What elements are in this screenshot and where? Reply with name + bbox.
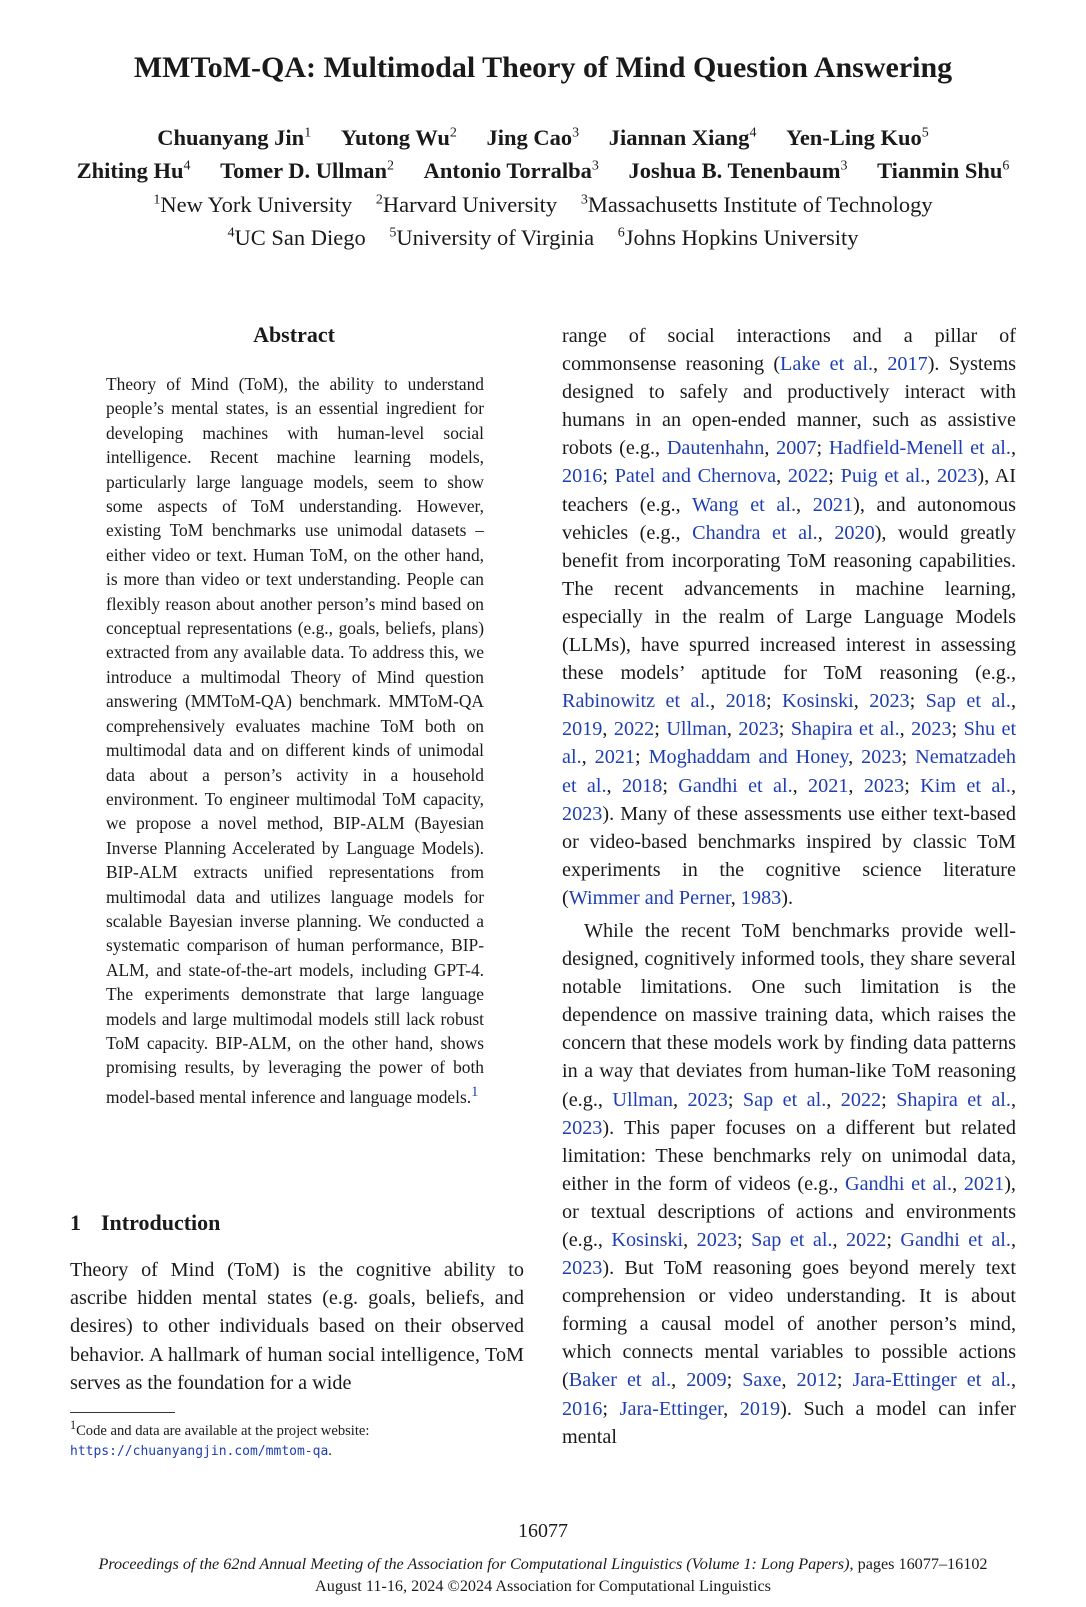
proceedings-pages: , pages 16077–16102: [849, 1555, 988, 1573]
author: Zhiting Hu$^4$: [76, 158, 191, 183]
body-text: ;: [778, 718, 791, 741]
body-text: ,: [1010, 774, 1017, 797]
body-text: While the recent ToM benchmarks provide well-designed, cognitively informed tools, they share several notable limitations. One such limitation is the dependence on massive training data, which raises the concern that these models work by finding data patterns in a way that deviates from human-like ToM reasoning (e.g.,: [562, 919, 1016, 1111]
citation-link[interactable]: Sap et al.: [751, 1229, 833, 1251]
citation-link[interactable]: 2023: [562, 802, 603, 825]
author: Yen-Ling Kuo$^5$: [786, 124, 929, 150]
citation-link[interactable]: 2023: [861, 746, 902, 769]
citation-link[interactable]: Gandhi et al.: [678, 774, 793, 797]
body-text: ,: [683, 1229, 697, 1251]
author: Tianmin Shu$^6$: [877, 158, 1010, 183]
affiliation: $^4$UC San Diego: [227, 225, 366, 250]
citation-link[interactable]: Gandhi et al.: [845, 1172, 953, 1195]
body-text: ,: [1010, 437, 1017, 460]
citation-link[interactable]: Sap et al.: [925, 690, 1011, 713]
author: Joshua B. Tenenbaum$^3$: [628, 158, 848, 183]
citation-link[interactable]: 2022: [787, 465, 829, 488]
citation-link[interactable]: Rabinowitz et al.: [562, 690, 711, 713]
body-text: ,: [817, 521, 835, 544]
citation-link[interactable]: Jara-Ettinger: [619, 1397, 724, 1420]
body-text: ), would greatly benefit from incorporating ToM reasoning capabilities. The recent advancements in machine learning, especially in the realm of Large Language Models (LLMs), have spurred increased interest in assessing these models’ aptitude for ToM reasoning (e.g.,: [562, 521, 1017, 685]
citation-link[interactable]: 2021: [963, 1172, 1005, 1195]
body-text: ), or textual descriptions of actions and environments (e.g.,: [562, 1172, 1016, 1251]
abstract-body: [106, 372, 484, 1109]
body-text: ;: [904, 774, 921, 797]
author: Tomer D. Ullman$^2$: [220, 158, 395, 183]
citation-link[interactable]: Shu et al.: [562, 718, 1017, 769]
citation-link[interactable]: 2023: [936, 465, 978, 488]
footnote-divider: [70, 1412, 175, 1413]
body-text: ,: [792, 774, 809, 797]
proceedings-footer: [0, 1553, 1086, 1597]
section-title: Introduction: [101, 1210, 221, 1235]
citation-link[interactable]: Moghaddam and Honey: [648, 746, 849, 769]
citation-link[interactable]: 2019: [562, 718, 603, 741]
citation-link[interactable]: 1983: [740, 886, 782, 909]
body-text: ). This paper focuses on a different but related limitation: These benchmarks rely on unimodal data, either in the form of videos (e.g.,: [562, 1116, 1016, 1195]
citation-link[interactable]: 2016: [562, 1397, 603, 1420]
paper-title: MMToM-QA: Multimodal Theory of Mind Question Answering: [133, 51, 953, 85]
body-text: ,: [873, 353, 888, 376]
body-text: ;: [635, 746, 649, 769]
citation-link[interactable]: 2023: [687, 1088, 728, 1111]
project-website-link[interactable]: https://chuanyangjin.com/mmtom-qa: [70, 1443, 329, 1459]
body-text: ,: [848, 774, 864, 797]
body-text: ). Such a model can infer mental: [562, 1397, 1017, 1448]
body-text: ,: [848, 746, 862, 769]
page-number: 16077: [518, 1520, 568, 1542]
citation-link[interactable]: Nematzadeh et al.: [562, 746, 1016, 797]
citation-link[interactable]: 2023: [911, 718, 952, 741]
citation-link[interactable]: Saxe: [742, 1369, 782, 1392]
body-text: range of social interactions and a pillar of commonsense reasoning (: [562, 325, 1016, 376]
citation-link[interactable]: 2021: [812, 493, 854, 516]
citation-link[interactable]: 2020: [834, 521, 875, 544]
body-text: ,: [606, 774, 622, 797]
body-text: ;: [765, 690, 782, 713]
citation-link[interactable]: 2023: [562, 1257, 603, 1280]
author: Chuanyang Jin$^1$: [157, 124, 312, 150]
body-text: ;: [881, 1088, 897, 1111]
citation-link[interactable]: Shapira et al.: [790, 718, 900, 741]
body-text: ;: [828, 465, 841, 488]
citation-link[interactable]: 2018: [725, 690, 766, 713]
body-text: ;: [727, 1088, 743, 1111]
body-text: ;: [816, 437, 829, 460]
body-text: ;: [726, 1369, 743, 1392]
footnote-end: .: [328, 1442, 332, 1459]
body-text: ,: [710, 690, 726, 713]
body-text: ,: [826, 1088, 841, 1111]
abstract-text: Theory of Mind (ToM), the ability to understand people’s mental states, is an essential ingredient for developing machines with human-level social intelligence. Recent machine learning models, particularly large language models, seem to show some aspects of ToM understanding. However, existing ToM benchmarks use unimodal datasets – either video or text. Human ToM, on the other hand, is more than video or text understanding. People can flexibly reason about another person’s mind based on conceptual representations (e.g., goals, beliefs, plans) extracted from any available data. To address this, we introduce a multimodal Theory of Mind question answering (MMToM-QA) benchmark. MMToM-QA comprehensively evaluates machine ToM both on multimodal data and on different kinds of unimodal data about a person’s activity in a household environment. To engineer multimodal ToM capacity, we propose a novel method, BIP-ALM (Bayesian Inverse Planning Accelerated by Language Models). BIP-ALM extracts unified representations from multimodal data and utilizes language models for scalable Bayesian inverse planning. We conducted a systematic comparison of human performance, BIP-ALM, and state-of-the-art models, including GPT-4. The experiments demonstrate that large language models and large multimodal models still lack robust ToM capacity. BIP-ALM, on the other hand, shows promising results, by leveraging the power of both model-based mental inference and language models.: [106, 374, 484, 1107]
body-text: ;: [901, 746, 916, 769]
footnote: [70, 1415, 524, 1462]
body-paragraph: [562, 917, 1016, 1451]
body-text: ). Systems designed to safely and productively interact with humans in an open-ended manner, such as assistive robots (e.g.,: [562, 353, 1017, 460]
citation-link[interactable]: Shapira et al.: [896, 1088, 1011, 1111]
affiliation: $^1$New York University: [153, 191, 353, 217]
body-text: ), AI teachers (e.g.,: [562, 465, 1017, 516]
body-text: ,: [899, 718, 912, 741]
citation-link[interactable]: Kosinski: [781, 690, 854, 713]
body-text: ,: [952, 1172, 964, 1195]
body-text: ;: [602, 465, 615, 488]
proceedings-venue: Proceedings of the 62nd Annual Meeting of the Association for Computational Linguistics (Volume 1: Long Papers): [98, 1555, 850, 1573]
citation-link[interactable]: 2018: [621, 774, 663, 797]
author: Antonio Torralba$^3$: [423, 158, 599, 183]
affiliation: $^2$Harvard University: [375, 191, 558, 217]
body-text: ). But ToM reasoning goes beyond merely text comprehension or video understanding. It is about forming a causal model of another person’s mind, which connects mental variables to possible actions (: [562, 1257, 1016, 1392]
author: Jing Cao$^3$: [486, 124, 580, 150]
author-line-2: [0, 152, 1086, 186]
affiliation: $^6$Johns Hopkins University: [617, 225, 859, 250]
citation-link[interactable]: Chandra et al.: [692, 521, 818, 544]
body-text: ;: [909, 690, 926, 713]
citation-link[interactable]: 2021: [594, 746, 635, 769]
proceedings-line-2: August 11-16, 2024 ©2024 Association for Computational Linguistics: [315, 1577, 771, 1595]
body-text: ), and autonomous vehicles (e.g.,: [562, 493, 1017, 544]
body-text: ,: [730, 886, 741, 909]
body-text: ,: [796, 493, 813, 516]
body-text: ;: [737, 1229, 752, 1251]
body-text: ,: [1010, 1229, 1016, 1251]
citation-link[interactable]: Gandhi et al.: [900, 1229, 1011, 1251]
footnote-mark: 1: [70, 1418, 77, 1432]
body-text: ,: [726, 718, 739, 741]
proceedings-line-1: [0, 1553, 1086, 1575]
citation-link[interactable]: 2023: [863, 774, 905, 797]
citation-link[interactable]: 2023: [738, 718, 779, 741]
citation-link[interactable]: 2022: [840, 1088, 882, 1111]
body-text: ,: [781, 1369, 797, 1392]
citation-link[interactable]: 2007: [776, 437, 817, 460]
citation-link[interactable]: Kosinski: [611, 1229, 684, 1251]
author: Yutong Wu$^2$: [340, 124, 457, 150]
body-paragraph: [562, 322, 1016, 912]
citation-link[interactable]: Wimmer and Perner: [568, 886, 731, 909]
citation-link[interactable]: 2022: [613, 718, 655, 741]
body-text: ,: [853, 690, 870, 713]
body-text: ,: [672, 1088, 688, 1111]
affiliation-line-1: [0, 185, 1086, 219]
citation-link[interactable]: 2023: [562, 1116, 603, 1139]
body-text: ,: [832, 1229, 846, 1251]
body-text: ;: [886, 1229, 901, 1251]
body-text: ;: [951, 718, 964, 741]
citation-link[interactable]: 2019: [739, 1397, 781, 1420]
body-text: ,: [776, 465, 788, 488]
citation-link[interactable]: 2016: [562, 465, 603, 488]
introduction-paragraph: Theory of Mind (ToM) is the cognitive ability to ascribe hidden mental states (e.g. goals, beliefs, and desires) to other individuals based on their observed behavior. A hallmark of human social intelligence, ToM serves as the foundation for a wide: [70, 1259, 524, 1394]
citation-link[interactable]: Ullman: [666, 718, 727, 741]
section-number: 1: [70, 1210, 81, 1235]
citation-link[interactable]: 2023: [696, 1229, 738, 1251]
citation-link[interactable]: Hadfield-Menell et al.: [828, 437, 1011, 460]
affiliation: $^5$University of Virginia: [389, 225, 595, 250]
author-block: [0, 118, 1086, 252]
section-heading-introduction: [70, 1210, 220, 1236]
body-text: ). Many of these assessments use either text-based or video-based benchmarks inspired by classic ToM experiments in the cognitive science literature (: [562, 802, 1016, 909]
abstract-heading: Abstract: [253, 322, 335, 347]
citation-link[interactable]: 2022: [845, 1229, 887, 1251]
citation-link[interactable]: 2021: [808, 774, 849, 797]
body-text: ).: [781, 886, 794, 909]
citation-link[interactable]: Kim et al.: [920, 774, 1011, 797]
citation-link[interactable]: Baker et al.: [568, 1369, 672, 1392]
footnote-ref-link[interactable]: 1: [471, 1083, 479, 1100]
citation-link[interactable]: 2012: [796, 1369, 837, 1392]
citation-link[interactable]: Ullman: [612, 1088, 673, 1111]
body-text: ;: [662, 774, 679, 797]
body-text: ;: [836, 1369, 853, 1392]
body-text: ,: [581, 746, 595, 769]
body-text: ,: [602, 718, 614, 741]
citation-link[interactable]: Patel and Chernova: [614, 465, 777, 488]
citation-link[interactable]: Wang et al.: [691, 493, 797, 516]
affiliation-line-2: [0, 219, 1086, 253]
affiliation: $^3$Massachusetts Institute of Technology: [580, 191, 933, 217]
citation-link[interactable]: 2009: [686, 1369, 727, 1392]
body-text: ,: [764, 437, 777, 460]
author: Jiannan Xiang$^4$: [608, 124, 757, 150]
citation-link[interactable]: Dautenhahn: [666, 437, 765, 460]
citation-link[interactable]: Jara-Ettinger et al.: [852, 1369, 1011, 1392]
body-text: ;: [654, 718, 667, 741]
right-column: [562, 322, 1016, 1451]
body-text: ,: [723, 1397, 740, 1420]
citation-link[interactable]: 2017: [887, 353, 928, 376]
footnote-text: Code and data are available at the project website:: [76, 1422, 370, 1439]
affiliation-block: [0, 185, 1086, 252]
citation-link[interactable]: Lake et al.: [780, 353, 874, 376]
body-text: ,: [1010, 690, 1017, 713]
body-text: ;: [602, 1397, 620, 1420]
body-text: ,: [1010, 1088, 1016, 1111]
citation-link[interactable]: 2023: [869, 690, 910, 713]
body-text: ,: [1010, 1369, 1017, 1392]
citation-link[interactable]: Sap et al.: [742, 1088, 827, 1111]
author-line-1: [0, 118, 1086, 152]
citation-link[interactable]: Puig et al.: [840, 465, 926, 488]
body-text: ,: [925, 465, 937, 488]
body-text: ,: [671, 1369, 687, 1392]
